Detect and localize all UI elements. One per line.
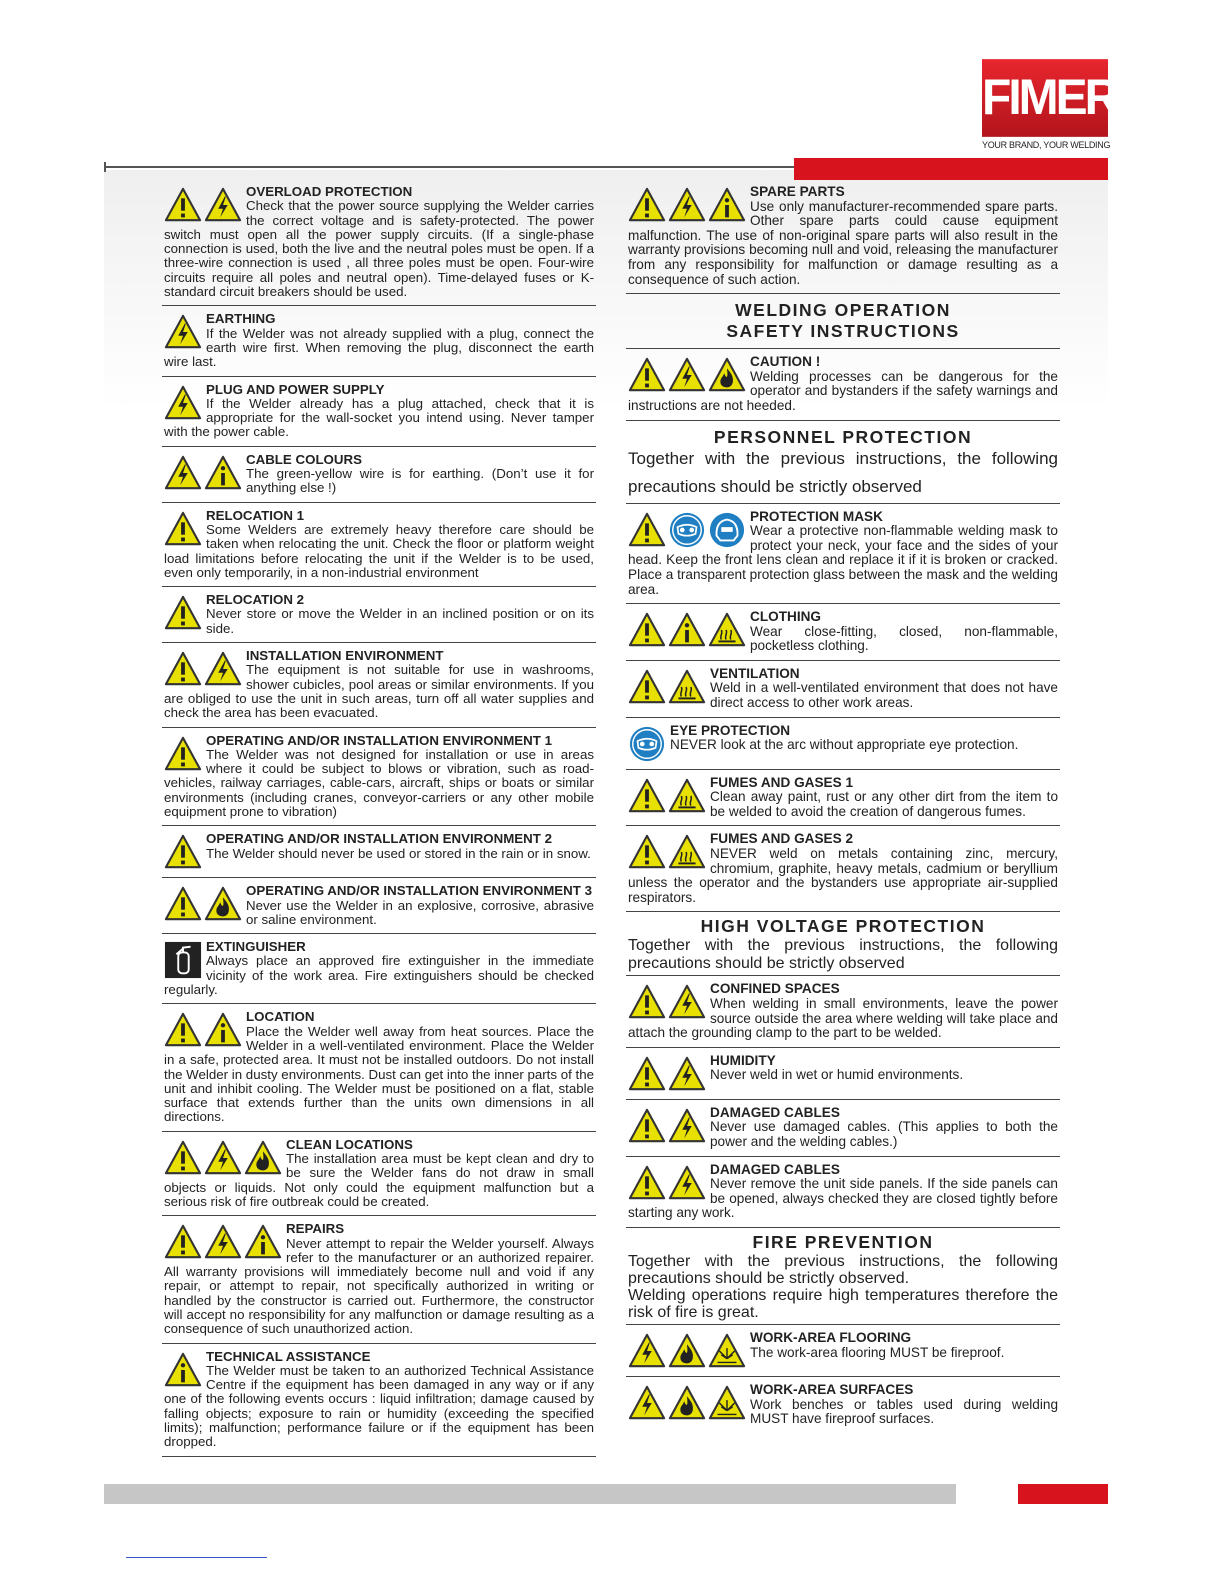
- safety-section: [162, 1220, 596, 1343]
- welding-header: [626, 300, 1060, 342]
- hazard-icons: [628, 1384, 746, 1422]
- warning-icon: [628, 833, 666, 871]
- hazard-icons: [164, 1011, 242, 1049]
- sparks-icon: [708, 1384, 746, 1422]
- safety-section: [162, 1008, 596, 1131]
- safety-section: [626, 608, 1060, 661]
- heat-icon: [668, 668, 706, 706]
- fire-intro-1: Together with the previous instructions, the following precautions should be strictly observed.: [628, 1252, 1058, 1287]
- heat-icon: [668, 833, 706, 871]
- section-body: Never remove the unit side panels. If the side panels can be opened, always checked they are closed tightly before starting any work.: [628, 1176, 1058, 1221]
- section-body: The installation area must be kept clean and dry to be sure the Welder fans do not draw in small objects or liquids. Not only could the equipment malfunction but a serious risk of fire outbreak could be created.: [164, 1151, 594, 1209]
- section-body: Always place an approved fire extinguisher in the immediate vicinity of the work area. Fire extinguishers should be checked regularly.: [164, 953, 594, 998]
- section-title: OVERLOAD PROTECTION: [246, 184, 413, 199]
- electric-icon: [668, 983, 706, 1021]
- electric-icon: [668, 356, 706, 394]
- left-column: [162, 183, 596, 1461]
- warning-icon: [628, 1107, 666, 1145]
- safety-section: [162, 507, 596, 587]
- section-title: DAMAGED CABLES: [710, 1161, 840, 1177]
- fire-icon: [668, 1332, 706, 1370]
- warning-icon: [164, 594, 202, 632]
- hazard-icons: [164, 941, 202, 979]
- high-voltage-items: [626, 980, 1060, 1228]
- warning-icon: [628, 186, 666, 224]
- section-title: FUMES AND GASES 1: [710, 774, 854, 790]
- hazard-icons: [164, 313, 202, 351]
- section-body: Never weld in wet or humid environments.: [710, 1067, 964, 1083]
- info-icon: [204, 1011, 242, 1049]
- divider: [626, 975, 1060, 976]
- warning-icon: [164, 1139, 202, 1177]
- warning-icon: [164, 510, 202, 548]
- section-title: WORK-AREA SURFACES: [750, 1381, 914, 1397]
- warning-icon: [164, 1011, 202, 1049]
- section-title: EYE PROTECTION: [670, 722, 791, 738]
- section-title: VENTILATION: [710, 665, 800, 681]
- section-title: CONFINED SPACES: [710, 981, 840, 997]
- safety-section: [626, 722, 1060, 770]
- safety-section: [626, 774, 1060, 827]
- section-body: When welding in small environments, leave the power source outside the area where welding will take place and attach the grounding clamp to the part to be welded.: [628, 996, 1058, 1041]
- section-title: OPERATING AND/OR INSTALLATION ENVIRONMENT 1: [206, 732, 552, 748]
- extinguisher-icon: [164, 941, 202, 979]
- section-title: FUMES AND GASES 2: [710, 831, 854, 847]
- electric-icon: [164, 384, 202, 422]
- safety-section: [162, 183, 596, 306]
- section-title: HUMIDITY: [710, 1052, 776, 1068]
- helmet-icon: [708, 511, 746, 549]
- info-icon: [244, 1223, 282, 1261]
- footer-link-underline[interactable]: [126, 1557, 267, 1558]
- hazard-icons: [164, 186, 242, 224]
- hazard-icons: [628, 983, 706, 1021]
- info-icon: [204, 454, 242, 492]
- high-voltage-header: HIGH VOLTAGE PROTECTION: [700, 916, 986, 937]
- fire-icon: [668, 1384, 706, 1422]
- brand-name: FIMER: [982, 59, 1108, 137]
- hazard-icons: [164, 1351, 202, 1389]
- electric-icon: [668, 1055, 706, 1093]
- section-title: CLOTHING: [750, 609, 821, 625]
- section-title: CAUTION !: [750, 354, 821, 370]
- section-body: The Welder was not designed for installation or use in areas where it could be subject to blows or vibration, such as road-vehicles, railway carriages, cable-cars, aircraft, ships or boats or similar environments (including cranes, conveyor-carriers or any other mobile equipment prone to vibration): [164, 746, 594, 819]
- hazard-icons: [628, 668, 706, 706]
- safety-section: [626, 1161, 1060, 1228]
- hazard-icons: [628, 186, 746, 224]
- warning-icon: [628, 777, 666, 815]
- safety-section: [626, 830, 1060, 912]
- section-body: The equipment is not suitable for use in washrooms, shower cubicles, pool areas or similar environments. If you are obliged to use the unit in such areas, turn off all water supplies and check the area has been evacuated.: [164, 662, 594, 721]
- personnel-items: [626, 508, 1060, 913]
- mask-icon: [668, 511, 706, 549]
- safety-section: [162, 1136, 596, 1216]
- section-body: Place the Welder well away from heat sources. Place the Welder in a well-ventilated environment. Place the Welder in a safe, protected area. It must not be installed outdoors. Do not install the Welder in dusty environments. Dust can get into the inner parts of the unit and inhibit cooling. The Welder must be positioned on a flat, stable surface that extends further than the units own dimensions in all directions.: [164, 1023, 594, 1125]
- section-body: Some Welders are extremely heavy therefore care should be taken when relocating the unit. Check the floor or platform weight load limitations before relocating the unit if the Welder is to be used, even only temporarily, in a non-industrial environment: [164, 521, 594, 580]
- warning-icon: [628, 1055, 666, 1093]
- safety-section: [162, 451, 596, 503]
- section-body: If the Welder already has a plug attached, check that it is appropriate for the wall-socket you intend using. Never tamper with the power cable.: [164, 395, 594, 440]
- fire-icon: [204, 885, 242, 923]
- warning-icon: [164, 650, 202, 688]
- hazard-icons: [628, 833, 706, 871]
- section-title: LOCATION: [246, 1009, 315, 1025]
- section-body: Wear close-fitting, closed, non-flammable, pocketless clothing.: [750, 623, 1058, 654]
- section-body: NEVER weld on metals containing zinc, mercury, chromium, graphite, heavy metals, cadmium or beryllium unless the operator and the bystanders use appropriate air-supplied respirators.: [628, 846, 1058, 905]
- heat-icon: [708, 611, 746, 649]
- divider: [626, 348, 1060, 349]
- fire-items: [626, 1329, 1060, 1433]
- safety-section: [626, 1052, 1060, 1100]
- brand-tagline: YOUR BRAND, YOUR WELDING: [982, 140, 1111, 150]
- electric-icon: [628, 1332, 666, 1370]
- warning-icon: [164, 735, 202, 773]
- hazard-icons: [164, 1223, 282, 1261]
- hazard-icons: [164, 833, 202, 871]
- sparks-icon: [708, 1332, 746, 1370]
- warning-icon: [164, 186, 202, 224]
- section-title: PLUG AND POWER SUPPLY: [206, 381, 385, 397]
- section-title: RELOCATION 2: [206, 592, 305, 608]
- section-body: Never store or move the Welder in an inclined position or on its side.: [206, 606, 594, 636]
- warning-icon: [628, 1164, 666, 1202]
- safety-section: [162, 310, 596, 376]
- electric-icon: [164, 313, 202, 351]
- hazard-icons: [628, 1332, 746, 1370]
- section-title: OPERATING AND/OR INSTALLATION ENVIRONMENT 2: [206, 831, 552, 847]
- electric-icon: [628, 1384, 666, 1422]
- safety-section: [626, 1329, 1060, 1377]
- warning-icon: [628, 983, 666, 1021]
- spare-parts-group: [626, 183, 1060, 294]
- section-body: The work-area flooring MUST be fireproof.: [750, 1344, 1005, 1360]
- hazard-icons: [628, 1164, 706, 1202]
- section-body: Weld in a well-ventilated environment that does not have direct access to other work areas.: [710, 680, 1058, 711]
- safety-section: [162, 591, 596, 643]
- hazard-icons: [628, 777, 706, 815]
- personnel-intro: Together with the previous instructions, the following precautions should be strictly observed: [628, 448, 1058, 496]
- section-body: Check that the power source supplying the Welder carries the correct voltage and is safety-protected. The power switch must open all the power supply circuits. (If a single-phase connection is used, both the live and the neutral poles must be open. If a three-wire connection is used , all three poles must be open. Four-wire circuits require all poles and neutral open). Time-delayed fuses or K-standard circuit breakers should be used.: [164, 198, 594, 300]
- section-body: The Welder must be taken to an authorized Technical Assistance Centre if the equipment has been damaged in any way or if any one of the following events occurs : liquid infiltration; damage caused by falling objects; exposure to rain or humidity (exceeding the specified limits); malfunction; performance failure or if the equipment has been dropped.: [164, 1362, 594, 1450]
- safety-section: [162, 381, 596, 447]
- safety-section: [162, 882, 596, 934]
- safety-section: [162, 732, 596, 827]
- section-body: The green-yellow wire is for earthing. (Don’t use it for anything else !): [246, 466, 594, 496]
- right-column: [626, 183, 1060, 1437]
- hazard-icons: [628, 511, 746, 549]
- section-title: CLEAN LOCATIONS: [286, 1136, 413, 1152]
- hazard-icons: [164, 384, 202, 422]
- section-title: TECHNICAL ASSISTANCE: [206, 1348, 371, 1364]
- hazard-icons: [164, 594, 202, 632]
- hazard-icons: [628, 356, 746, 394]
- section-body: Never attempt to repair the Welder yourself. Always refer to the manufacturer or an authorized repairer. All warranty provisions will immediately become null and void if any repair, or attempt to repair, not specifically authorized in writing or handled by the constructor is carried out. Furthermore, the constructor will accept no responsibility for any malfunction or damage resulting as a consequence of such unauthorized action.: [164, 1235, 594, 1337]
- warning-icon: [628, 511, 666, 549]
- safety-section: [626, 980, 1060, 1047]
- warning-icon: [164, 1223, 202, 1261]
- electric-icon: [204, 1223, 242, 1261]
- footer-bar: [104, 1484, 956, 1504]
- fire-intro-2: Welding operations require high temperatures therefore the risk of fire is great.: [628, 1286, 1058, 1321]
- personnel-header: PERSONNEL PROTECTION: [713, 426, 973, 447]
- info-icon: [164, 1351, 202, 1389]
- section-body: The Welder should never be used or stored in the rain or in snow.: [206, 845, 591, 861]
- welding-header-line2: SAFETY INSTRUCTIONS: [726, 321, 960, 342]
- fire-header: FIRE PREVENTION: [752, 1231, 934, 1252]
- hazard-icons: [628, 1055, 706, 1093]
- electric-icon: [668, 1164, 706, 1202]
- divider: [626, 1324, 1060, 1325]
- fire-icon: [708, 356, 746, 394]
- divider: [626, 503, 1060, 504]
- safety-section: [626, 183, 1060, 294]
- brand-logo: [982, 61, 1117, 150]
- high-voltage-intro: Together with the previous instructions, the following precautions should be strictly observed: [628, 937, 1058, 973]
- hazard-icons: [164, 735, 202, 773]
- section-title: EARTHING: [206, 311, 276, 327]
- warning-icon: [628, 611, 666, 649]
- safety-section: [626, 1104, 1060, 1157]
- section-title: WORK-AREA FLOORING: [750, 1329, 912, 1345]
- section-title: RELOCATION 1: [206, 507, 305, 523]
- section-body: NEVER look at the arc without appropriate eye protection.: [670, 737, 1019, 753]
- warning-icon: [164, 885, 202, 923]
- footer-accent: [1018, 1484, 1108, 1504]
- section-title: DAMAGED CABLES: [710, 1104, 840, 1120]
- section-title: PROTECTION MASK: [750, 508, 883, 524]
- safety-section: [626, 353, 1060, 420]
- hazard-icons: [164, 454, 242, 492]
- safety-section: [626, 508, 1060, 605]
- caution-group: [626, 353, 1060, 420]
- section-body: Use only manufacturer-recommended spare parts. Other spare parts could cause equipment malfunction. The use of non-original spare parts will also result in the warranty provisions becoming null and void, releasing the manufacturer from any responsibility for malfunction or damage resulting as a consequence of such action.: [628, 198, 1058, 287]
- section-body: Never use the Welder in an explosive, corrosive, abrasive or saline environment.: [246, 897, 594, 927]
- section-body: Never use damaged cables. (This applies to both the power and the welding cables.): [710, 1119, 1058, 1149]
- safety-section: [162, 1348, 596, 1457]
- section-title: INSTALLATION ENVIRONMENT: [246, 648, 444, 664]
- section-title: OPERATING AND/OR INSTALLATION ENVIRONMENT 3: [246, 883, 592, 899]
- warning-icon: [628, 668, 666, 706]
- section-body: Welding processes can be dangerous for the operator and bystanders if the safety warnings and instructions are not heeded.: [628, 368, 1058, 413]
- electric-icon: [204, 650, 242, 688]
- section-title: REPAIRS: [286, 1221, 345, 1237]
- hazard-icons: [628, 611, 746, 649]
- section-title: EXTINGUISHER: [206, 939, 306, 955]
- safety-section: [626, 1381, 1060, 1433]
- warning-icon: [628, 356, 666, 394]
- top-accent-bar: [794, 158, 1108, 180]
- hazard-icons: [164, 1139, 282, 1177]
- mask-icon: [628, 725, 666, 763]
- hazard-icons: [628, 1107, 706, 1145]
- electric-icon: [668, 186, 706, 224]
- info-icon: [708, 186, 746, 224]
- safety-section: [162, 938, 596, 1004]
- fire-icon: [244, 1139, 282, 1177]
- heat-icon: [668, 777, 706, 815]
- hazard-icons: [628, 725, 666, 763]
- warning-icon: [164, 833, 202, 871]
- electric-icon: [204, 1139, 242, 1177]
- info-icon: [668, 611, 706, 649]
- section-body: Wear a protective non-flammable welding mask to protect your neck, your face and the sides of your head. Keep the front lens clean and replace it if it is broken or cracked. Place a transparent protection glass between the mask and the welding area.: [628, 523, 1058, 597]
- safety-section: [626, 665, 1060, 718]
- welding-header-line1: WELDING OPERATION: [735, 300, 951, 321]
- electric-icon: [164, 454, 202, 492]
- safety-section: [162, 830, 596, 878]
- electric-icon: [204, 186, 242, 224]
- section-body: If the Welder was not already supplied with a plug, connect the earth wire first. When removing the plug, disconnect the earth wire last.: [164, 325, 594, 370]
- top-rule: [104, 166, 794, 168]
- hazard-icons: [164, 510, 202, 548]
- section-title: SPARE PARTS: [750, 184, 845, 199]
- section-title: CABLE COLOURS: [246, 451, 362, 467]
- safety-section: [162, 647, 596, 727]
- section-body: Work benches or tables used during welding MUST have fireproof surfaces.: [750, 1396, 1058, 1427]
- electric-icon: [668, 1107, 706, 1145]
- section-body: Clean away paint, rust or any other dirt from the item to be welded to avoid the creation of dangerous fumes.: [710, 789, 1058, 819]
- hazard-icons: [164, 885, 242, 923]
- hazard-icons: [164, 650, 242, 688]
